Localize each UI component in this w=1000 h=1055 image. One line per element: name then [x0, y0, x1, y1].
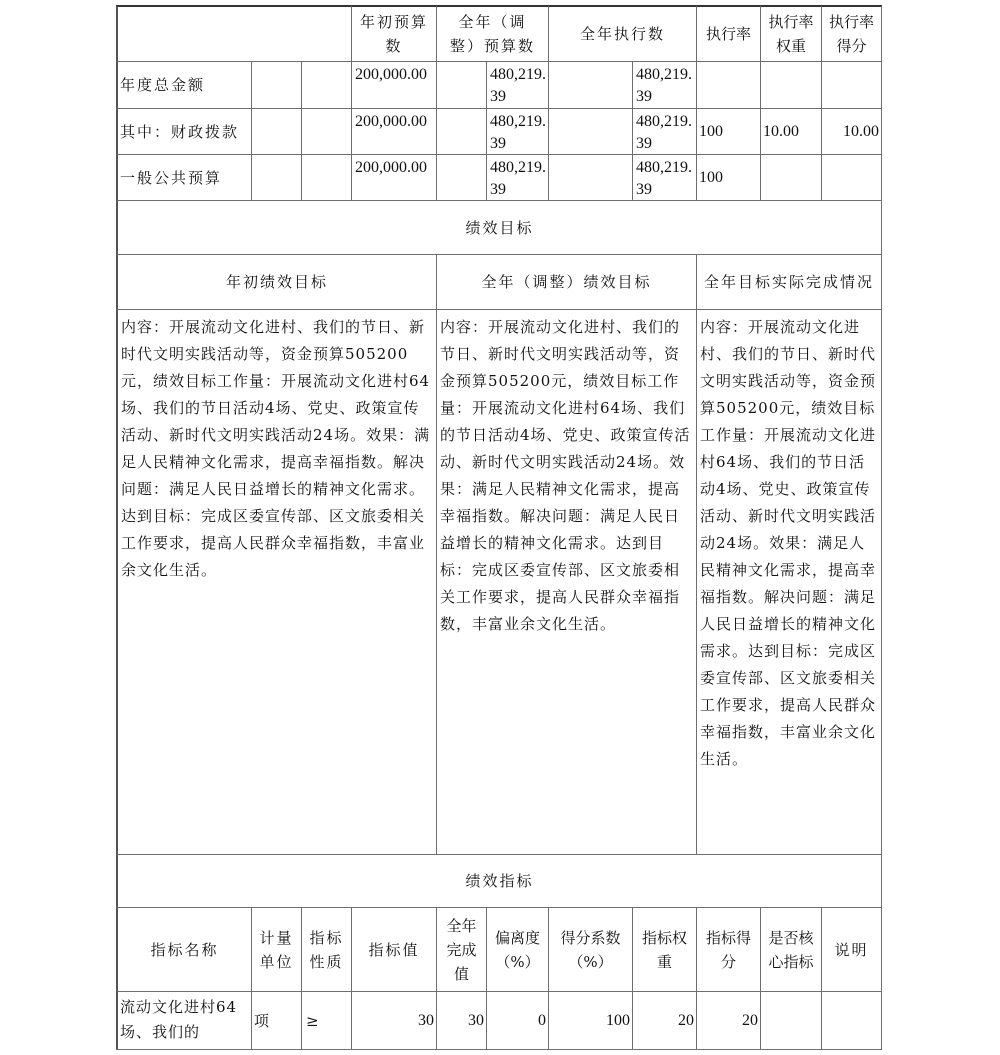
header-exec-rate-score: 执行率得分 [821, 5, 882, 62]
indicator-header-completed: 全年完成值 [436, 907, 487, 992]
budget-row-blank [548, 61, 633, 109]
budget-row-blank [251, 108, 302, 155]
indicator-header-deviation: 偏离度（%） [486, 907, 549, 992]
header-initial-budget: 年初预算数 [351, 5, 437, 62]
goals-header-initial: 年初绩效目标 [116, 254, 437, 310]
budget-row-blank [301, 61, 352, 109]
budget-row-blank [301, 108, 352, 155]
budget-row-weight [760, 61, 822, 109]
budget-row-rate [696, 61, 761, 109]
goals-text-initial: 内容：开展流动文化进村、我们的节日、新时代文明实践活动等，资金预算505200元，绩效目标工作量：开展流动文化进村64场、我们的节日活动4场、党史、政策宣传活动、新时代文明实践活动24场。效果：满足人民精神文化需求，提高幸福指数。解决问题：满足人民日益增长的精神文化需求。达到目标：完成区委宣传部、区文旅委相关工作要求，提高人民群众幸福指数，丰富业余文化生活。 [116, 309, 437, 855]
goals-header-actual: 全年目标实际完成情况 [696, 254, 882, 310]
budget-row-blank [436, 108, 487, 155]
indicators-section-title: 绩效指标 [116, 854, 882, 908]
indicator-header-name: 指标名称 [116, 907, 252, 992]
budget-row-score: 10.00 [821, 108, 882, 155]
header-executed: 全年执行数 [548, 5, 697, 62]
goals-text-actual: 内容：开展流动文化进村、我们的节日、新时代文明实践活动等，资金预算505200元，绩效目标工作量：开展流动文化进村64场、我们的节日活动4场、党史、政策宣传活动、新时代文明实践活动24场。效果：满足人民精神文化需求，提高幸福指数。解决问题：满足人民日益增长的精神文化需求。达到目标：完成区委宣传部、区文旅委相关工作要求，提高人民群众幸福指数，丰富业余文化生活。 [696, 309, 882, 855]
budget-row-executed: 480,219.39 [632, 108, 697, 155]
budget-row-rate: 100 [696, 154, 761, 201]
indicator-row-deviation: 0 [486, 991, 549, 1050]
goals-section-title: 绩效目标 [116, 200, 882, 255]
indicator-row-weight: 20 [632, 991, 697, 1050]
indicator-header-score: 指标得分 [696, 907, 761, 992]
indicator-row-nature: ≥ [301, 991, 352, 1050]
header-adjusted-budget: 全年（调整）预算数 [436, 5, 549, 62]
budget-row-initial: 200,000.00 [351, 108, 437, 155]
indicator-row-core [760, 991, 822, 1050]
indicator-row-value: 30 [351, 991, 437, 1050]
budget-row-adjusted: 480,219.39 [486, 108, 549, 155]
budget-row-blank [436, 61, 487, 109]
budget-row-rate: 100 [696, 108, 761, 155]
budget-row-score [821, 61, 882, 109]
indicator-row-score: 20 [696, 991, 761, 1050]
budget-row-blank [251, 61, 302, 109]
budget-row-score [821, 154, 882, 201]
budget-row-executed: 480,219.39 [632, 154, 697, 201]
budget-row-blank [436, 154, 487, 201]
budget-row-label: 一般公共预算 [116, 154, 252, 201]
goals-text-adjusted: 内容：开展流动文化进村、我们的节日、新时代文明实践活动等，资金预算505200元，绩效目标工作量：开展流动文化进村64场、我们的节日活动4场、党史、政策宣传活动、新时代文明实践活动24场。效果：满足人民精神文化需求，提高幸福指数。解决问题：满足人民日益增长的精神文化需求。达到目标：完成区委宣传部、区文旅委相关工作要求，提高人民群众幸福指数，丰富业余文化生活。 [436, 309, 697, 855]
budget-row-initial: 200,000.00 [351, 154, 437, 201]
budget-row-label: 其中：财政拨款 [116, 108, 252, 155]
budget-row-executed: 480,219.39 [632, 61, 697, 109]
budget-row-weight: 10.00 [760, 108, 822, 155]
indicator-header-core: 是否核心指标 [760, 907, 822, 992]
indicator-row-name: 流动文化进村64场、我们的 [116, 991, 252, 1050]
header-exec-rate: 执行率 [696, 5, 761, 62]
indicator-row-coef: 100 [548, 991, 633, 1050]
budget-row-adjusted: 480,219.39 [486, 61, 549, 109]
indicator-header-value: 指标值 [351, 907, 437, 992]
budget-row-blank [548, 154, 633, 201]
budget-row-initial: 200,000.00 [351, 61, 437, 109]
header-blank-cell [116, 5, 352, 62]
indicator-row-note [821, 991, 882, 1050]
budget-row-blank [251, 154, 302, 201]
indicator-row-completed: 30 [436, 991, 487, 1050]
budget-row-adjusted: 480,219.39 [486, 154, 549, 201]
indicator-header-coef: 得分系数（%） [548, 907, 633, 992]
indicator-row-unit: 项 [251, 991, 302, 1050]
budget-row-blank [301, 154, 352, 201]
goals-header-adjusted: 全年（调整）绩效目标 [436, 254, 697, 310]
budget-row-blank [548, 108, 633, 155]
indicator-header-nature: 指标性质 [301, 907, 352, 992]
indicator-header-unit: 计量单位 [251, 907, 302, 992]
budget-row-label: 年度总金额 [116, 61, 252, 109]
header-exec-rate-weight: 执行率权重 [760, 5, 822, 62]
budget-row-weight [760, 154, 822, 201]
indicator-header-note: 说明 [821, 907, 882, 992]
indicator-header-weight: 指标权重 [632, 907, 697, 992]
